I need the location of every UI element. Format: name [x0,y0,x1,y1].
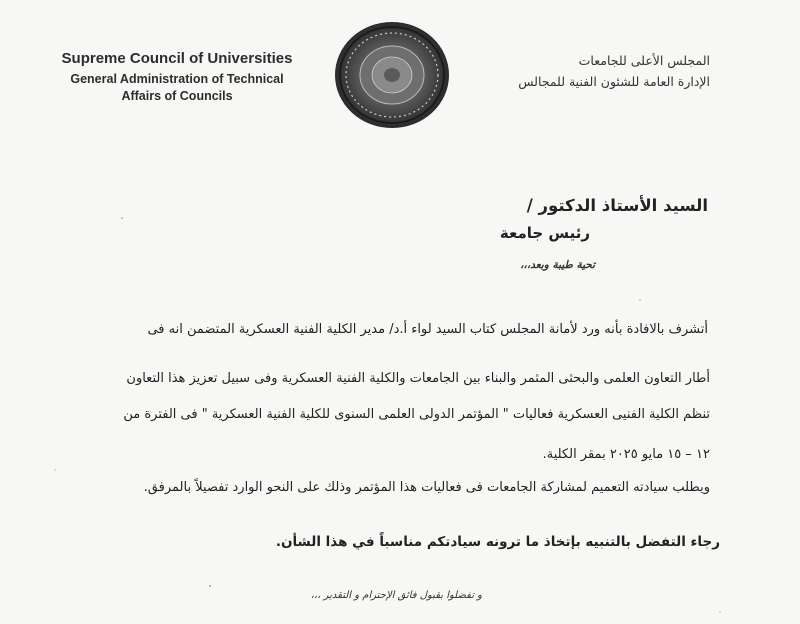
closing-line: و تفضلوا بقبول فائق الإحترام و التقدير ،،، [310,590,482,601]
body-line-4: ١٢ – ١٥ مايو ٢٠٢٥ بمقر الكلية. [542,447,710,462]
body-line-2: أطار التعاون العلمى والبحثى المثمر والبناء بين الجامعات والكلية الفنية العسكرية وفى سبيل تعزيز هذا التعاون [126,371,710,386]
salutation: السيد الأستاذ الدكتور / [526,196,708,215]
department-name-en-line1: General Administration of Technical [70,72,284,86]
seal-icon [333,20,451,130]
greeting: تحية طيبة وبعد،،، [520,259,595,271]
council-name-ar: المجلس الأعلى للجامعات [578,53,710,68]
request-line: رجاء التفضل بالتنبيه بإتخاذ ما ترونه سيادتكم مناسباً في هذا الشأن. [275,534,720,550]
arabic-letterhead [480,50,710,92]
council-name-en: Supreme Council of Universities [61,50,293,67]
department-name-en-line2: Affairs of Councils [121,89,233,103]
department-name-ar: الإدارة العامة للشئون الفنية للمجالس [518,74,710,89]
recipient: رئيس جامعة [499,224,590,242]
body-line-3: تنظم الكلية الفنيى العسكرية فعاليات " المؤتمر الدولى العلمى السنوى للكلية الفنية العسكرية " فى الفترة من [123,407,710,422]
body-line-1: أتشرف بالافادة بأنه ورد لأمانة المجلس كتاب السيد لواء أ.د/ مدير الكلية الفنية العسكرية المتضمن انه فى [147,322,708,337]
english-letterhead [42,50,312,105]
body-line-5: ويطلب سيادته التعميم لمشاركة الجامعات فى فعاليات هذا المؤتمر وذلك على النحو الوارد تفصيلاً بالمرفق. [143,480,710,495]
